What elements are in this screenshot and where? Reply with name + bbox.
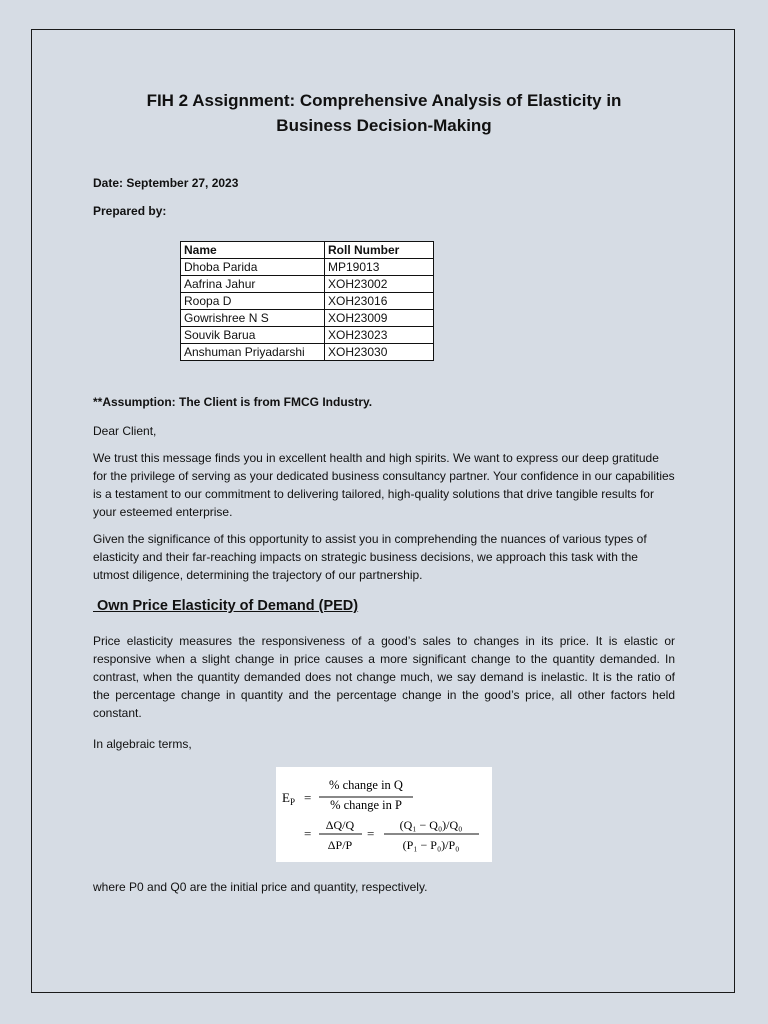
title-line-1: FIH 2 Assignment: Comprehensive Analysis of Elasticity in (146, 91, 622, 110)
table-row (181, 259, 434, 276)
elasticity-formula (276, 767, 492, 862)
formula-equals-3: = (367, 826, 375, 841)
table-row (181, 276, 434, 293)
header-name: Name (181, 242, 325, 259)
intro-paragraph: We trust this message finds you in excellent health and high spirits. We want to express our deep gratitude for the privilege of serving as your dedicated business consultancy partner. Your confidence in our capabilities is a testament to our commitment to delivering tailored, high-quality solutions that drive tangible results for your esteemed enterprise. (93, 451, 675, 519)
table-row (181, 310, 434, 327)
formula-svg (276, 767, 492, 862)
cell-roll: XOH23002 (325, 276, 434, 293)
formula-lhs-sub: P (290, 797, 296, 807)
prepared-by-label: Prepared by: (93, 204, 167, 218)
cell-roll: XOH23030 (325, 344, 434, 361)
cell-name: Gowrishree N S (181, 310, 325, 327)
cell-name: Anshuman Priyadarshi (181, 344, 325, 361)
formula-footnote: where P0 and Q0 are the initial price and quantity, respectively. (93, 880, 428, 894)
frac1-denominator: % change in P (330, 798, 402, 812)
cell-name: Roopa D (181, 293, 325, 310)
cell-roll: XOH23023 (325, 327, 434, 344)
cell-name: Souvik Barua (181, 327, 325, 344)
formula-equals-2: = (304, 826, 312, 841)
price-elasticity-paragraph: Price elasticity measures the responsiveness of a good’s sales to changes in its price. It is elastic or responsive when a slight change in price causes a more significant change to the quantity demanded. In contrast, when the quantity demanded does not change much, we say demand is inelastic. It is the ratio of the percentage change in quantity and the percentage change in the good’s price, all other factors held constant. (93, 634, 675, 720)
algebraic-terms-text: In algebraic terms, (93, 737, 192, 751)
salutation: Dear Client, (93, 424, 157, 438)
frac3-numerator: (Q₁ − Q₀)/Q₀ (399, 818, 463, 832)
cell-name: Dhoba Parida (181, 259, 325, 276)
team-table (180, 241, 434, 361)
document-title (32, 88, 736, 138)
title-line-2: Business Decision-Making (276, 116, 492, 135)
header-roll-number: Roll Number (325, 242, 434, 259)
table-row (181, 293, 434, 310)
significance-paragraph: Given the significance of this opportunity to assist you in comprehending the nuances of various types of elasticity and their far-reaching impacts on strategic business decisions, we approach this task with the utmost diligence, determining the trajectory of our partnership. (93, 532, 647, 582)
table-row (181, 344, 434, 361)
document-page (31, 29, 735, 993)
cell-roll: MP19013 (325, 259, 434, 276)
cell-name: Aafrina Jahur (181, 276, 325, 293)
formula-lhs: E (282, 790, 290, 805)
date-label: Date: September 27, 2023 (93, 176, 239, 190)
frac2-denominator: ΔP/P (327, 838, 353, 852)
frac1-numerator: % change in Q (329, 778, 403, 792)
section-heading: Own Price Elasticity of Demand (PED) (93, 598, 359, 614)
frac2-numerator: ΔQ/Q (325, 818, 355, 832)
cell-roll: XOH23016 (325, 293, 434, 310)
table-header-row (181, 242, 434, 259)
formula-equals-1: = (304, 790, 312, 805)
assumption-note: **Assumption: The Client is from FMCG Industry. (93, 395, 373, 409)
table-row (181, 327, 434, 344)
cell-roll: XOH23009 (325, 310, 434, 327)
frac3-denominator: (P₁ − P₀)/P₀ (402, 838, 460, 852)
